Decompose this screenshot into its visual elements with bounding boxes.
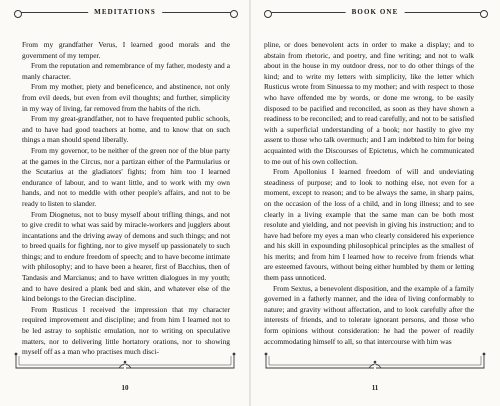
page-number: 10 [121, 384, 129, 392]
paragraph: From my governor, to be neither of the green nor of the blue party at the games in the Circus, nor a partizan either of the Parmularius or the Scutarius at the gladiators' fights; from him too I learned endurance of labour, and to want little, and to work with my own hands, and not to meddle with other people's affairs, and not to be ready to listen to slander. [22, 145, 230, 208]
page-body [264, 40, 474, 347]
paragraph: From my great-grandfather, not to have frequented public schools, and to have had good teachers at home, and to know that on such things a man should spend liberally. [22, 114, 230, 145]
paragraph: From Rusticus I received the impression that my character required improvement and discipline; and from him I learned not to be led astray to sophistic emulation, nor to writing on speculative matters, nor to delivering little hortatory orations, nor to showing myself off as a man who practises much disci- [22, 304, 230, 357]
paragraph: From my grandfather Verus, I learned good morals and the government of my temper. [22, 40, 230, 60]
paragraph: From Apollonius I learned freedom of will and undeviating steadiness of purpose; and to look to nothing else, not even for a moment, except to reason; and to be always the same, in sharp pains, on the occasion of the loss of a child, and in long illness; and to see clearly in a living example that the same man can be both most resolute and yielding, and not peevish in giving his instruction; and to have had before my eyes a man who clearly considered his experience and his skill in expounding philosophical principles as the smallest of his merits; and from him I learned how to receive from friends what are esteemed favours, without being either humbled by them or letting them pass unnoticed. [264, 167, 474, 283]
decorative-border-ornament [262, 352, 488, 372]
running-head: BOOK ONE [346, 8, 405, 16]
paragraph: From my mother, piety and beneficence, and abstinence, not only from evil deeds, but even from evil thoughts; and further, simplicity in my way of living, far removed from the habits of the rich. [22, 82, 230, 113]
right-page [250, 0, 500, 406]
page-number: 11 [371, 384, 379, 392]
decorative-border-ornament [12, 352, 238, 372]
paragraph: From Diognetus, not to busy myself about trifling things, and not to give credit to what was said by miracle-workers and jugglers about incantations and the driving away of demons and such things; and not to breed quails for fighting, nor to give myself up passionately to such things; and to endure freedom of speech; and to have become intimate with philosophy; and to have been a hearer, first of Bacchius, then of Tandasis and Marcianus; and to have written dialogues in my youth; and to have desired a plank bed and skin, and whatever else of the kind belongs to the Grecian discipline. [22, 209, 230, 304]
paragraph: From Sextus, a benevolent disposition, and the example of a family governed in a fatherly manner, and the idea of living conformably to nature; and gravity without affectation, and to look carefully after the interests of friends, and to tolerate ignorant persons, and those who form opinions without consideration: he had the power of readily accommodating himself to all, so that intercourse with him was [264, 283, 474, 346]
paragraph: From the reputation and remembrance of my father, modesty and a manly character. [22, 61, 230, 81]
page-body [22, 40, 230, 358]
running-head: MEDITATIONS [88, 8, 162, 16]
paragraph: pline, or does benevolent acts in order to make a display; and to abstain from rhetoric, and poetry, and fine writing; and not to walk about in the house in my outdoor dress, nor to do other things of the kind; and to write my letters with simplicity, like the letter which Rusticus wrote from Sinuessa to my mother; and with respect to those who have offended me by words, or done me wrong, to be easily disposed to be pacified and reconciled, as soon as they have shown a readiness to be reconciled; and to read carefully, and not to be satisfied with a superficial understanding of a book; nor hastily to give my assent to those who talk overmuch; and I am indebted to him for being acquainted with the Discourses of Epictetus, which he communicated to me out of his own collection. [264, 40, 474, 166]
